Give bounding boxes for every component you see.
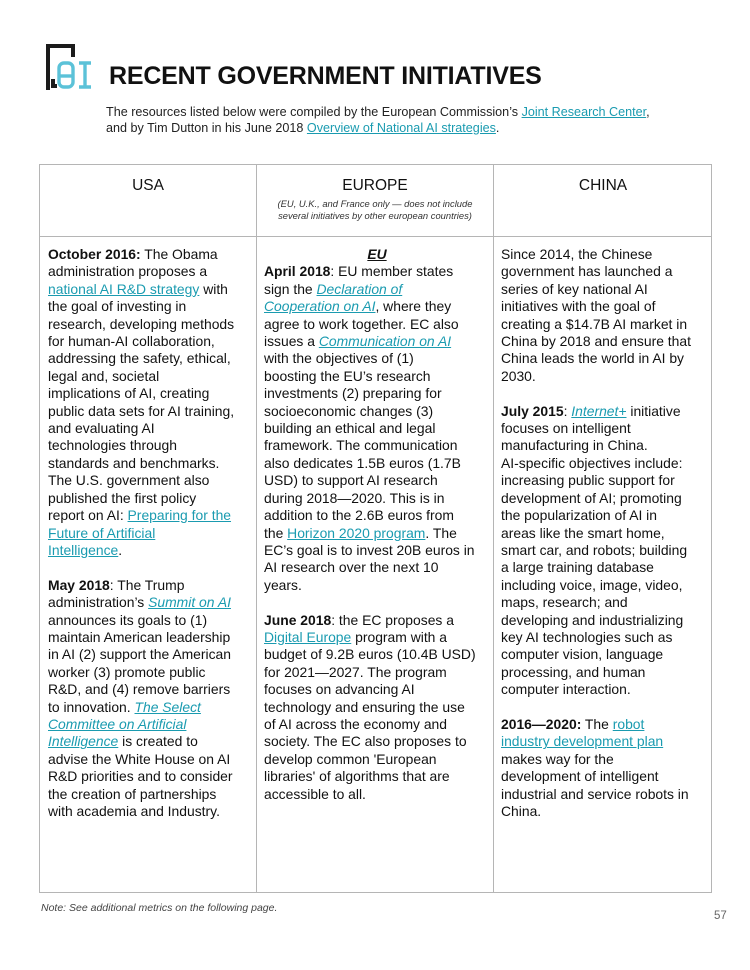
china-text: focuses on intelligent (501, 420, 631, 437)
china-text-line (501, 437, 709, 454)
europe-text-line (264, 716, 490, 733)
usa-text-line (48, 768, 253, 785)
header-divider (40, 236, 711, 237)
china-text-line (501, 385, 709, 402)
europe-text: building an ethical and legal (264, 420, 436, 437)
usa-text: addressing the safety, ethical, (48, 350, 231, 367)
europe-text-line (264, 646, 490, 663)
china-text-line (501, 455, 709, 472)
china-text: initiative (626, 402, 681, 419)
usa-text: standards and benchmarks. (48, 454, 220, 471)
europe-text: society. The EC also proposes to (264, 733, 467, 750)
usa-link[interactable]: Intelligence (48, 733, 119, 750)
column-divider (256, 165, 257, 892)
china-text-line (501, 472, 709, 489)
europe-text-line (264, 768, 490, 785)
page-number: 57 (714, 910, 727, 922)
usa-text-line (48, 803, 253, 820)
china-text: computer interaction. (501, 681, 631, 698)
europe-text: agree to work together. EC also (264, 315, 459, 332)
china-text-line (501, 281, 709, 298)
europe-subheading (257, 198, 493, 222)
usa-text: implications of AI, creating (48, 385, 210, 402)
usa-text: in AI (2) support the American (48, 646, 231, 663)
europe-subheading-line: (EU, U.K., and France only — does not include (277, 198, 473, 209)
europe-link[interactable]: Digital Europe (264, 628, 352, 645)
china-text-line (501, 316, 709, 333)
europe-text-line (264, 437, 490, 454)
europe-column-body (264, 246, 490, 803)
china-text-line (501, 664, 709, 681)
europe-text: also dedicates 1.5B euros (1.7B (264, 454, 461, 471)
national-ai-strategies-link[interactable]: Overview of National AI strategies (306, 121, 496, 135)
europe-text: during 2018—2020. This is in (264, 489, 445, 506)
china-text-line (501, 263, 709, 280)
usa-text-line (48, 681, 253, 698)
usa-text-line (48, 368, 253, 385)
china-text-line (501, 559, 709, 576)
china-text: series of key national AI (501, 280, 648, 297)
europe-text-line (264, 699, 490, 716)
europe-text: investments (2) preparing for (264, 385, 442, 402)
china-text-line (501, 681, 709, 698)
china-text: including voice, image, video, (501, 576, 683, 593)
usa-text: for human-AI collaboration, (48, 333, 215, 350)
usa-text: announces its goals to (1) (48, 611, 208, 628)
china-text: the popularization of AI in (501, 507, 657, 524)
china-text-line (501, 246, 709, 263)
usa-text-line (48, 281, 253, 298)
europe-text: : EU member states (330, 263, 454, 280)
page-title: RECENT GOVERNMENT INITIATIVES (109, 62, 542, 90)
europe-text: the (264, 524, 288, 541)
china-text-line (501, 768, 709, 785)
usa-text: and evaluating AI (48, 420, 155, 437)
usa-text-line (48, 403, 253, 420)
intro-text-part: and by Tim Dutton in his June 2018 (106, 121, 307, 135)
usa-text: public data sets for AI training, (48, 402, 235, 419)
europe-text-line (264, 455, 490, 472)
usa-text: The U.S. government also (48, 472, 210, 489)
column-divider (493, 165, 494, 892)
europe-text: EC’s goal is to invest 20B euros in (264, 541, 475, 558)
europe-text: focuses on advancing AI (264, 681, 415, 698)
usa-text-line (48, 733, 253, 750)
china-text: manufacturing in China. (501, 437, 648, 454)
europe-text-line (264, 385, 490, 402)
china-text: creating a $14.7B AI market in (501, 315, 688, 332)
china-text: key AI technologies such as (501, 628, 673, 645)
usa-text: technologies through (48, 437, 177, 454)
china-text-line (501, 333, 709, 350)
usa-text-line (48, 246, 253, 263)
europe-text-line (264, 316, 490, 333)
usa-column-body (48, 246, 253, 820)
europe-column-header (257, 165, 493, 236)
usa-text-line (48, 420, 253, 437)
usa-text: with academia and Industry. (48, 803, 220, 819)
china-text: China by 2018 and ensure that (501, 333, 691, 350)
china-text: government has launched a (501, 263, 673, 280)
europe-text-line (264, 472, 490, 489)
usa-text: report on AI: (48, 507, 128, 524)
europe-text-line (264, 490, 490, 507)
usa-text-line (48, 612, 253, 629)
europe-text-line (264, 403, 490, 420)
china-text: 2030. (501, 367, 536, 384)
europe-text-line (264, 542, 490, 559)
intro-text-part: The resources listed below were compiled by the European Commission’s (106, 105, 522, 119)
china-text: initiatives with the goal of (501, 298, 656, 315)
usa-text: is created to (118, 733, 198, 750)
china-text-line (501, 298, 709, 315)
usa-link[interactable]: The Select (134, 698, 201, 715)
europe-text: budget of 9.2B euros (10.4B USD) (264, 646, 476, 663)
usa-text: with (199, 280, 228, 297)
usa-text-line (48, 716, 253, 733)
china-text-line (501, 368, 709, 385)
europe-text: AI research over the next 10 (264, 559, 439, 576)
usa-text: worker (3) promote public (48, 663, 206, 680)
europe-text: accessible to all. (264, 785, 366, 802)
china-text: smart car, and robots; building (501, 541, 688, 558)
intro-text-part: , (646, 105, 650, 119)
china-text-line (501, 786, 709, 803)
europe-text-line (264, 507, 490, 524)
europe-text: : the EC proposes a (331, 611, 454, 628)
intro-text-part: . (495, 121, 500, 135)
china-text: China leads the world in AI by (501, 350, 684, 367)
usa-text: maintain American leadership (48, 628, 231, 645)
usa-text-line (48, 507, 253, 524)
usa-text: to innovation. (48, 698, 135, 715)
europe-text-line (264, 681, 490, 698)
europe-text: boosting the EU’s research (264, 367, 431, 384)
china-text-line (501, 803, 709, 820)
china-text: : (563, 402, 572, 419)
europe-text-line (264, 368, 490, 385)
europe-text-line (264, 594, 490, 611)
china-text-line (501, 542, 709, 559)
china-text: a large training database (501, 559, 654, 576)
europe-link[interactable]: Cooperation on AI (264, 298, 376, 315)
china-text: industrial and service robots in (501, 785, 689, 802)
china-text: China. (501, 803, 542, 819)
china-date-label: July 2015 (501, 402, 564, 419)
china-text-line (501, 733, 709, 750)
china-text: areas like the smart home, (501, 524, 665, 541)
usa-text-line (48, 786, 253, 803)
china-text-line (501, 507, 709, 524)
usa-link[interactable]: Committee on Artificial (48, 715, 187, 732)
china-text: increasing public support for (501, 472, 675, 489)
europe-text-line (264, 333, 490, 350)
usa-date-label: October 2016: (48, 246, 141, 262)
usa-text: advise the White House on AI (48, 750, 231, 767)
europe-heading: EUROPE (342, 177, 408, 194)
europe-text-line (264, 350, 490, 367)
intro-text (106, 104, 666, 136)
china-text: development of AI; promoting (501, 489, 682, 506)
usa-text-line (48, 298, 253, 315)
usa-text: administration proposes a (48, 263, 208, 280)
initiatives-table (39, 164, 712, 893)
usa-text: The Obama (140, 246, 218, 262)
usa-column-header (40, 165, 256, 236)
usa-link[interactable]: national AI R&D strategy (48, 280, 200, 297)
joint-research-center-link[interactable]: Joint Research Center (521, 105, 647, 119)
usa-link[interactable]: Future of Artificial (48, 524, 156, 541)
china-text: Since 2014, the Chinese (501, 246, 653, 262)
usa-text: R&D priorities and to consider (48, 768, 233, 785)
usa-text-line (48, 594, 253, 611)
china-text-line (501, 646, 709, 663)
usa-text-line (48, 490, 253, 507)
usa-link[interactable]: Intelligence (48, 541, 119, 558)
europe-text: issues a (264, 333, 319, 350)
china-text-line (501, 403, 709, 420)
china-column-header (494, 165, 712, 236)
europe-text-line (264, 420, 490, 437)
usa-heading: USA (132, 177, 164, 194)
china-text-line (501, 420, 709, 437)
china-text-line (501, 350, 709, 367)
usa-text: administration’s (48, 594, 149, 611)
usa-text: R&D, and (4) remove barriers (48, 681, 231, 698)
usa-text: : The Trump (109, 576, 185, 593)
usa-link[interactable]: Preparing for the (127, 507, 232, 524)
china-heading: CHINA (578, 177, 628, 194)
china-text: computer vision, language (501, 646, 664, 663)
china-text-line (501, 629, 709, 646)
europe-text-line (264, 786, 490, 803)
usa-text-line (48, 699, 253, 716)
china-text-line (501, 716, 709, 733)
usa-text-line (48, 646, 253, 663)
usa-text-line (48, 385, 253, 402)
china-text: development of intelligent (501, 768, 659, 785)
europe-subheading-line: several initiatives by other european countries) (278, 210, 472, 221)
usa-text: the goal of investing in (48, 298, 187, 315)
china-text: makes way for the (501, 750, 614, 767)
europe-date-label: June 2018 (264, 611, 332, 628)
usa-text-line (48, 472, 253, 489)
europe-text: USD) to support AI research (264, 472, 438, 489)
usa-text-line (48, 437, 253, 454)
china-text-line (501, 594, 709, 611)
usa-text-line (48, 542, 253, 559)
usa-text-line (48, 629, 253, 646)
europe-text: technology and ensuring the use (264, 698, 465, 715)
europe-link[interactable]: Communication on AI (318, 333, 452, 350)
europe-link[interactable]: Horizon 2020 program (287, 524, 426, 541)
usa-text-line (48, 316, 253, 333)
china-text-line (501, 699, 709, 716)
usa-text-line (48, 350, 253, 367)
europe-text: framework. The communication (264, 437, 458, 454)
usa-text-line (48, 333, 253, 350)
europe-text-line (264, 751, 490, 768)
europe-text: , where they (375, 298, 452, 315)
europe-text-line (264, 525, 490, 542)
usa-link[interactable]: Summit on AI (148, 594, 231, 611)
china-text: developing and industrializing (501, 611, 684, 628)
china-link[interactable]: robot (612, 715, 645, 732)
china-date-label: 2016—2020: (501, 715, 582, 732)
europe-text-line (264, 733, 490, 750)
europe-text: of AI across the economy and (264, 715, 447, 732)
usa-text: legal and, societal (48, 367, 160, 384)
europe-text: develop common 'European (264, 750, 437, 767)
intro-line-2 (106, 120, 666, 136)
europe-text: for 2021—2027. The program (264, 663, 447, 680)
china-text: maps, research; and (501, 594, 628, 611)
europe-text: addition to the 2.6B euros from (264, 507, 454, 524)
china-text: processing, and human (501, 663, 646, 680)
europe-text-line (264, 298, 490, 315)
europe-text: socioeconomic changes (3) (264, 402, 434, 419)
china-link[interactable]: Internet+ (571, 402, 627, 419)
china-text: AI-specific objectives include: (501, 454, 683, 471)
europe-date-label: April 2018 (264, 263, 331, 280)
china-text-line (501, 525, 709, 542)
footnote: Note: See additional metrics on the following page. (41, 902, 278, 914)
europe-text-line (264, 263, 490, 280)
europe-text: program with a (351, 628, 447, 645)
europe-text-line (264, 281, 490, 298)
europe-text-line (264, 629, 490, 646)
europe-text-line (264, 577, 490, 594)
eu-label: EU (367, 246, 387, 262)
usa-text-line (48, 525, 253, 542)
china-text-line (501, 490, 709, 507)
ai-logo-icon (45, 43, 101, 91)
europe-link[interactable]: Declaration of (316, 280, 403, 297)
china-text-line (501, 751, 709, 768)
europe-text-line (264, 612, 490, 629)
europe-text: with the objectives of (1) (264, 350, 414, 367)
usa-text: . (118, 541, 123, 558)
usa-text: the creation of partnerships (48, 785, 217, 802)
europe-text: . The (425, 524, 457, 541)
usa-date-label: May 2018 (48, 576, 110, 593)
usa-text-line (48, 664, 253, 681)
europe-text: years. (264, 576, 302, 593)
china-text: The (581, 715, 613, 732)
usa-text-line (48, 263, 253, 280)
intro-line-1 (106, 104, 666, 120)
usa-text-line (48, 751, 253, 768)
usa-text-line (48, 577, 253, 594)
usa-text: research, developing methods (48, 315, 235, 332)
china-link[interactable]: industry development plan (501, 733, 664, 750)
europe-text-line (264, 664, 490, 681)
china-column-body (501, 246, 709, 820)
europe-text-line (264, 559, 490, 576)
china-text-line (501, 612, 709, 629)
page-header (45, 43, 725, 91)
usa-text: published the first policy (48, 489, 197, 506)
europe-text: sign the (264, 280, 317, 297)
europe-text: libraries' of algorithms that are (264, 768, 450, 785)
usa-text-line (48, 455, 253, 472)
usa-text-line (48, 559, 253, 576)
china-text-line (501, 577, 709, 594)
